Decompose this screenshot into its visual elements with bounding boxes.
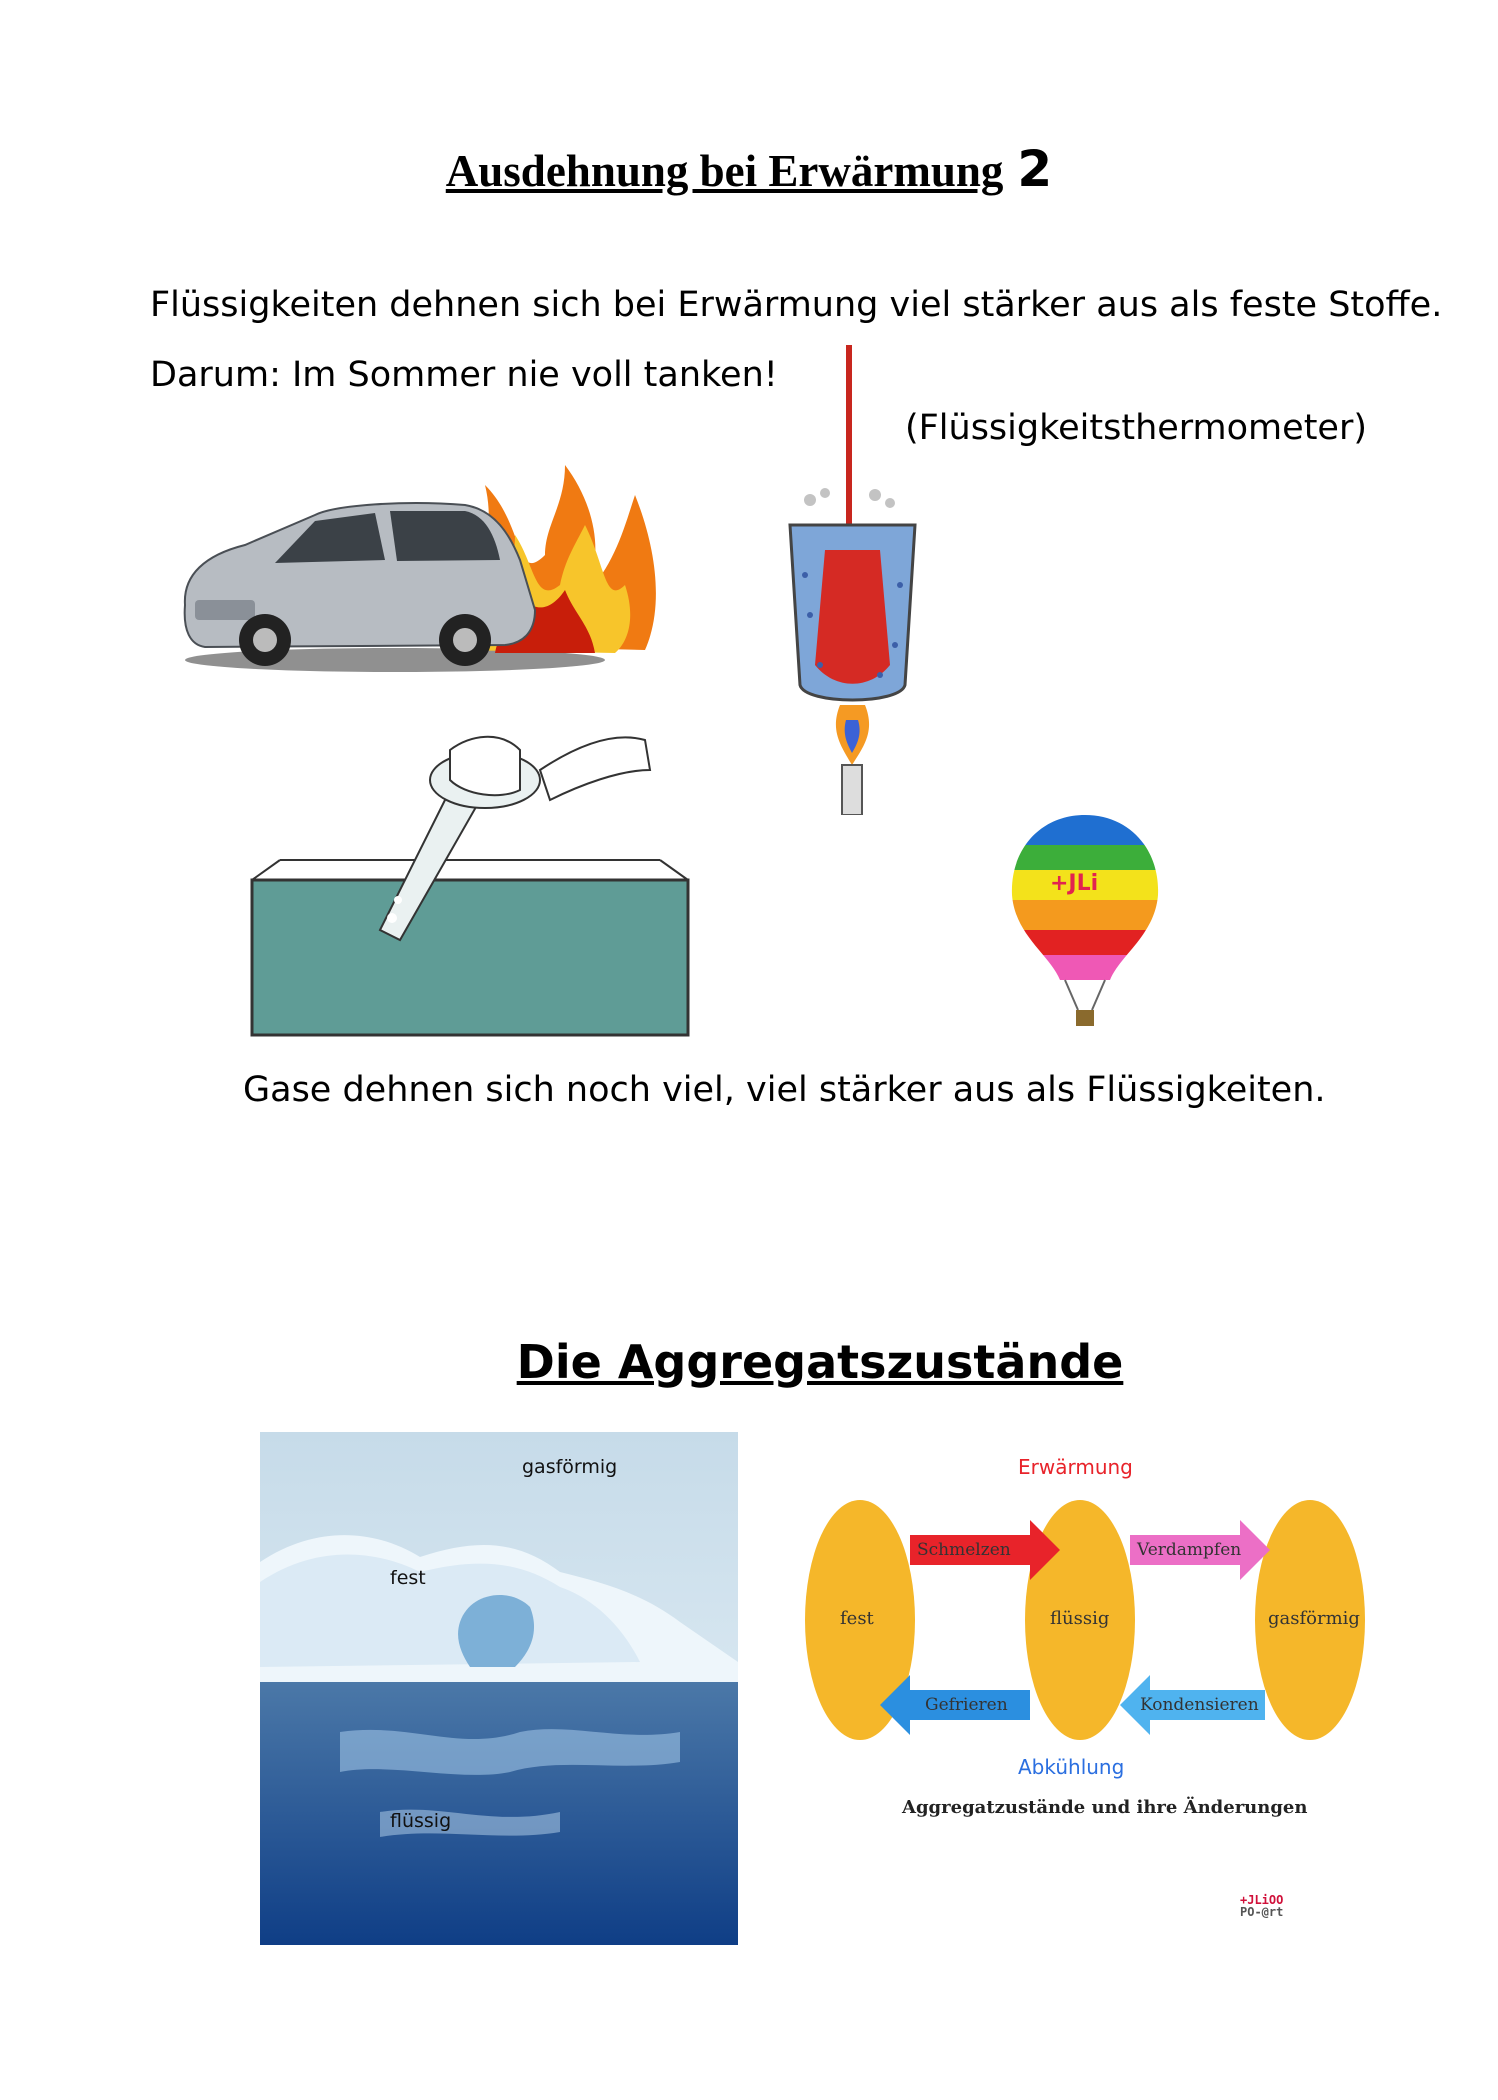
thermometer-beaker-illustration <box>780 345 930 815</box>
state-label-liquid: flüssig <box>1050 1608 1110 1629</box>
arrow-evaporate-label: Verdampfen <box>1137 1540 1242 1560</box>
arrow-condense-label: Kondensieren <box>1140 1695 1259 1715</box>
flask-water-tank-illustration <box>250 730 690 1040</box>
page-title <box>0 140 1498 198</box>
title-number: 2 <box>1017 140 1053 198</box>
iceberg-label-solid: fest <box>390 1567 426 1589</box>
car-fire-illustration <box>165 465 685 675</box>
heating-label: Erwärmung <box>1018 1455 1133 1479</box>
thermometer-caption: (Flüssigkeitsthermometer) <box>905 408 1367 448</box>
balloon-logo: +JLi <box>1050 871 1099 896</box>
hot-air-balloon-illustration <box>1010 815 1160 1035</box>
iceberg-photo <box>260 1432 738 1945</box>
iceberg-label-gas: gasförmig <box>522 1456 618 1478</box>
paragraph-tanking: Darum: Im Sommer nie voll tanken! <box>150 355 778 395</box>
state-label-solid: fest <box>840 1608 874 1629</box>
minivan-icon <box>185 503 535 666</box>
aggregate-states-diagram <box>800 1455 1400 1875</box>
title-text: Ausdehnung bei Erwärmung <box>445 146 1004 196</box>
footer-logo-top: +JLiOO <box>1240 1893 1284 1907</box>
arrow-melt-label: Schmelzen <box>917 1540 1011 1560</box>
diagram-caption: Aggregatzustände und ihre Änderungen <box>902 1797 1308 1818</box>
state-label-gas: gasförmig <box>1268 1608 1360 1629</box>
paragraph-liquids: Flüssigkeiten dehnen sich bei Erwärmung viel stärker aus als feste Stoffe. <box>150 285 1443 325</box>
iceberg-label-liquid: flüssig <box>390 1810 452 1832</box>
footer-logo-bottom: PO-@rt <box>1240 1905 1284 1919</box>
section-heading-aggregate-states: Die Aggregatszustände <box>516 1335 1124 1389</box>
arrow-freeze-label: Gefrieren <box>925 1695 1008 1715</box>
footer-logo <box>1240 1894 1283 1918</box>
paragraph-gases: Gase dehnen sich noch viel, viel stärker aus als Flüssigkeiten. <box>243 1070 1326 1110</box>
cooling-label: Abkühlung <box>1018 1755 1125 1779</box>
